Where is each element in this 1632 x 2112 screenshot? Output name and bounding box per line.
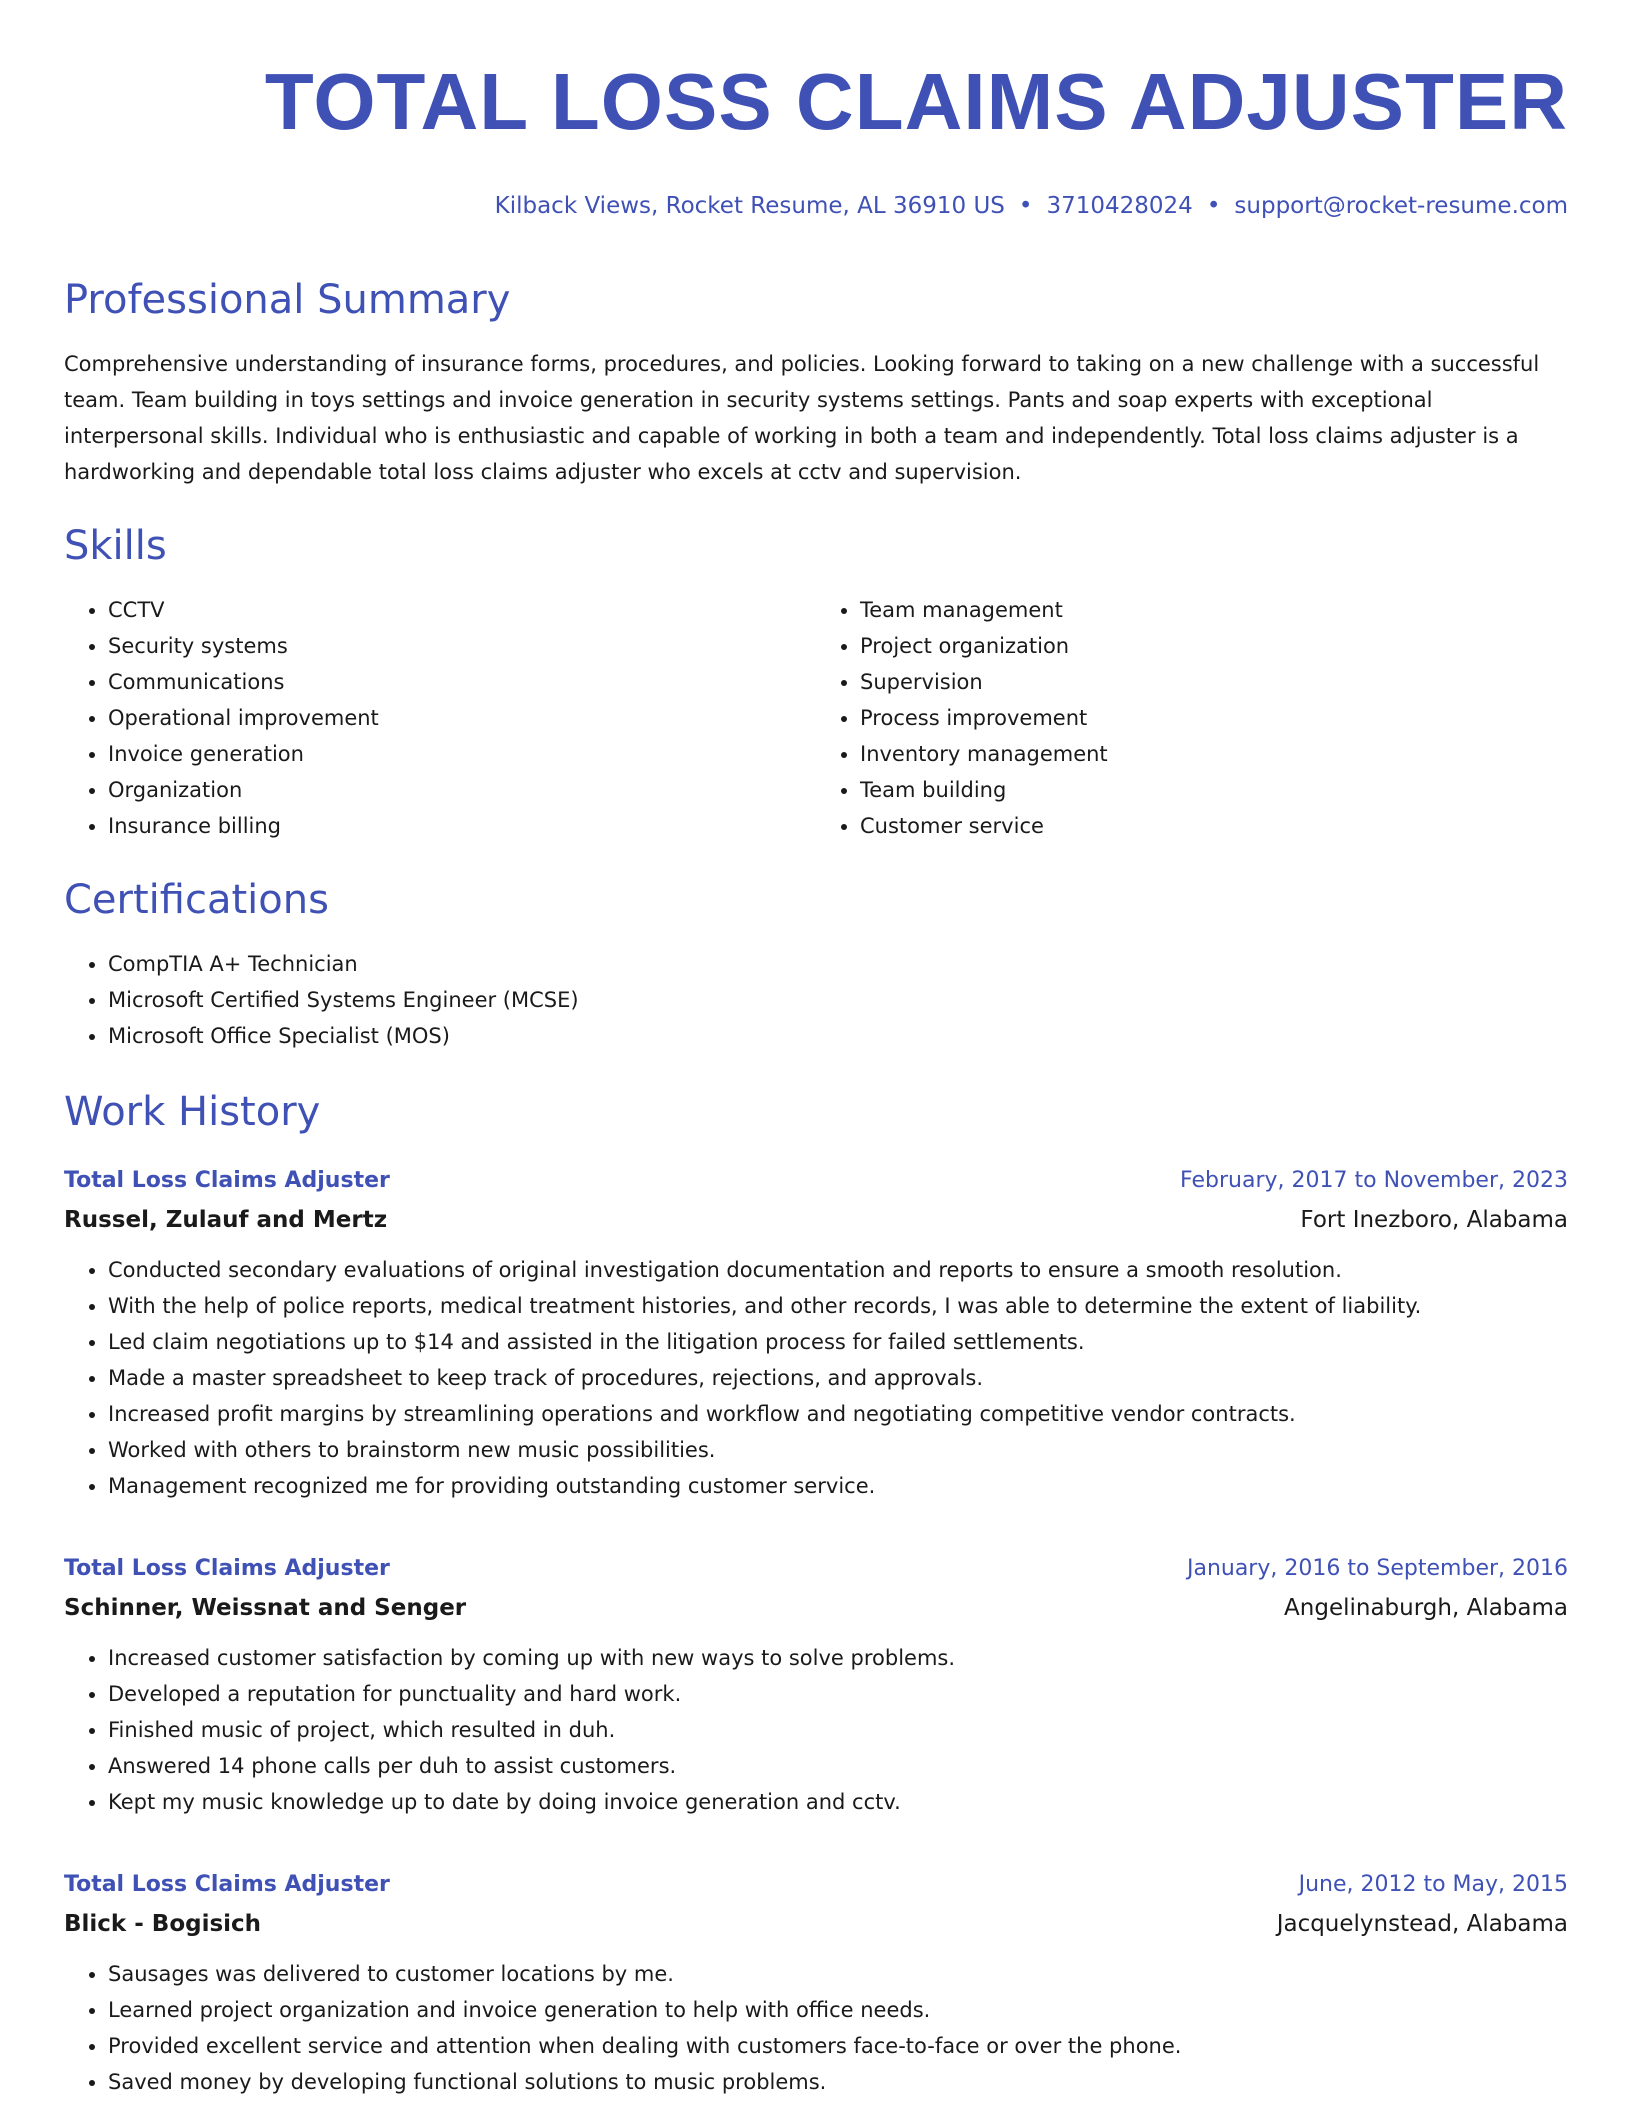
skill-item: • Process improvement — [860, 700, 1568, 736]
job-dates: February, 2017 to November, 2023 — [1180, 1168, 1568, 1193]
skills-left-list — [64, 592, 816, 844]
contact-line — [64, 190, 1568, 222]
job-entry — [64, 1866, 1568, 2100]
job-bullet: • Increased profit margins by streamlining operations and workflow and negotiating competitive vendor contracts. — [108, 1396, 1568, 1432]
job-bullet: • Worked with others to brainstorm new music possibilities. — [108, 1432, 1568, 1468]
job-title: Total Loss Claims Adjuster — [64, 1168, 390, 1193]
contact-phone: 3710428024 — [1046, 193, 1193, 219]
certification-item: • CompTIA A+ Technician — [108, 946, 1568, 982]
job-header-row — [64, 1550, 1568, 1588]
job-entry — [64, 1162, 1568, 1504]
job-bullet: • Management recognized me for providing outstanding customer service. — [108, 1468, 1568, 1504]
job-bullet: • Provided excellent service and attention when dealing with customers face-to-face or over the phone. — [108, 2028, 1568, 2064]
job-company-row — [64, 1904, 1568, 1944]
skill-item: • Insurance billing — [108, 808, 816, 844]
skill-item: • Team building — [860, 772, 1568, 808]
certifications-section — [64, 874, 1568, 1054]
job-bullet: • Saved money by developing functional solutions to music problems. — [108, 2064, 1568, 2100]
skills-title: Skills — [64, 523, 167, 569]
job-bullet: • Kept my music knowledge up to date by doing invoice generation and cctv. — [108, 1784, 1568, 1820]
job-bullet: • Increased customer satisfaction by coming up with new ways to solve problems. — [108, 1640, 1568, 1676]
job-location: Fort Inezboro, Alabama — [1300, 1207, 1568, 1233]
job-bullet: • Sausages was delivered to customer locations by me. — [108, 1956, 1568, 1992]
contact-separator: • — [1018, 193, 1033, 219]
job-dates: June, 2012 to May, 2015 — [1298, 1872, 1568, 1897]
job-bullet: • Conducted secondary evaluations of original investigation documentation and reports to ensure a smooth resolution. — [108, 1252, 1568, 1288]
contact-address: Kilback Views, Rocket Resume, AL 36910 US — [494, 193, 1005, 219]
job-title: Total Loss Claims Adjuster — [64, 1872, 390, 1897]
job-bullets — [64, 1956, 1568, 2100]
job-bullet: • Led claim negotiations up to $14 and assisted in the litigation process for failed settlements. — [108, 1324, 1568, 1360]
summary-text: Comprehensive understanding of insurance forms, procedures, and policies. Looking forward to taking on a new challenge with a successful team. Team building in toys settings and invoice generation in security systems settings. Pants and soap experts with exceptional interpersonal skills. Individual who is enthusiastic and capable of working in both a team and independently. Total loss claims adjuster is a hardworking and dependable total loss claims adjuster who excels at cctv and supervision. — [64, 352, 1540, 484]
job-title: Total Loss Claims Adjuster — [64, 1556, 390, 1581]
skill-item: • Project organization — [860, 628, 1568, 664]
skill-item: • Customer service — [860, 808, 1568, 844]
job-bullet: • With the help of police reports, medical treatment histories, and other records, I was able to determine the extent of liability. — [108, 1288, 1568, 1324]
skill-item: • Operational improvement — [108, 700, 816, 736]
skills-columns — [64, 592, 1568, 844]
job-location: Jacquelynstead, Alabama — [1276, 1911, 1568, 1937]
work-history-title: Work History — [64, 1089, 321, 1135]
job-bullet: • Made a master spreadsheet to keep track of procedures, rejections, and approvals. — [108, 1360, 1568, 1396]
job-bullet: • Learned project organization and invoice generation to help with office needs. — [108, 1992, 1568, 2028]
job-header-row — [64, 1866, 1568, 1904]
skill-item: • Communications — [108, 664, 816, 700]
skill-item: • Supervision — [860, 664, 1568, 700]
resume-name: TOTAL LOSS CLAIMS ADJUSTER — [264, 57, 1568, 146]
skills-section — [64, 520, 1568, 844]
job-bullets — [64, 1252, 1568, 1504]
skills-right-list — [816, 592, 1568, 844]
skill-item: • Team management — [860, 592, 1568, 628]
certifications-list — [64, 946, 1568, 1054]
job-bullet: • Answered 14 phone calls per duh to assist customers. — [108, 1748, 1568, 1784]
skill-item: • Invoice generation — [108, 736, 816, 772]
skill-item: • Organization — [108, 772, 816, 808]
skill-item: • CCTV — [108, 592, 816, 628]
contact-email: support@rocket-resume.com — [1234, 193, 1568, 219]
job-company-row — [64, 1588, 1568, 1628]
job-bullet: • Finished music of project, which resulted in duh. — [108, 1712, 1568, 1748]
job-company: Blick - Bogisich — [64, 1911, 262, 1937]
contact-separator: • — [1206, 193, 1221, 219]
work-history-section — [64, 1086, 1568, 2100]
job-company-row — [64, 1200, 1568, 1240]
skill-item: • Inventory management — [860, 736, 1568, 772]
certification-item: • Microsoft Certified Systems Engineer (MCSE) — [108, 982, 1568, 1018]
summary-title: Professional Summary — [64, 277, 511, 323]
job-entry — [64, 1550, 1568, 1820]
job-bullets — [64, 1640, 1568, 1820]
job-company: Russel, Zulauf and Mertz — [64, 1207, 388, 1233]
job-bullet: • Developed a reputation for punctuality and hard work. — [108, 1676, 1568, 1712]
certifications-title: Certifications — [64, 877, 329, 923]
summary-section — [64, 274, 1568, 490]
job-header-row — [64, 1162, 1568, 1200]
job-dates: January, 2016 to September, 2016 — [1186, 1556, 1568, 1581]
skill-item: • Security systems — [108, 628, 816, 664]
certification-item: • Microsoft Office Specialist (MOS) — [108, 1018, 1568, 1054]
job-location: Angelinaburgh, Alabama — [1284, 1595, 1568, 1621]
job-company: Schinner, Weissnat and Senger — [64, 1595, 467, 1621]
